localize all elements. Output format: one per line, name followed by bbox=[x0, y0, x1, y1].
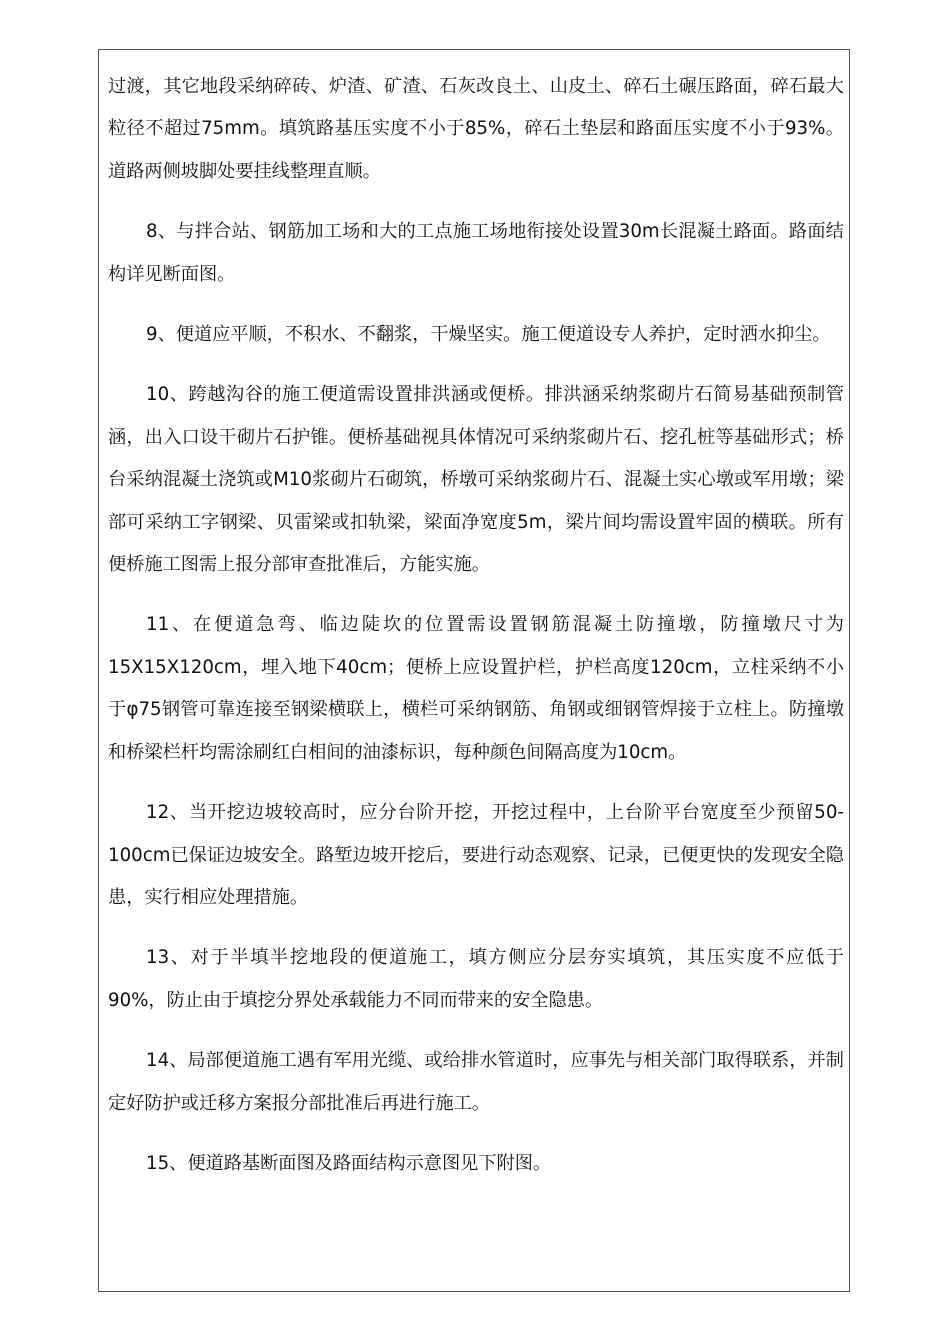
paragraph-item-15: 15、便道路基断面图及路面结构示意图见下附图。 bbox=[146, 1152, 552, 1174]
paragraph-item-13: 13、对于半填半挖地段的便道施工，填方侧应分层夯实填筑，其压实度不应低于90%，防止由于填挖分界处承载能力不同而带来的安全隐患。 bbox=[108, 947, 844, 1011]
paragraph-item-10: 10、跨越沟谷的施工便道需设置排洪涵或便桥。排洪涵采纳浆砌片石简易基础预制管涵，出入口设干砌片石护锥。便桥基础视具体情况可采纳浆砌片石、挖孔桩等基础形式；桥台采纳混凝土浇筑或M10浆砌片石砌筑，桥墩可采纳浆砌片石、混凝土实心墩或军用墩；梁部可采纳工字钢梁、贝雷梁或扣轨梁，梁面净宽度5m，梁片间均需设置牢固的横联。所有便桥施工图需上报分部审查批准后，方能实施。 bbox=[108, 384, 844, 576]
paragraph-item-8: 8、与拌合站、钢筋加工场和大的工点施工场地衔接处设置30m长混凝土路面。路面结构详见断面图。 bbox=[108, 221, 844, 285]
paragraph-continued-road-surface: 过渡，其它地段采纳碎砖、炉渣、矿渣、石灰改良土、山皮土、碎石土碾压路面，碎石最大粒径不超过75mm。填筑路基压实度不小于85%，碎石土垫层和路面压实度不小于93%。道路两侧坡脚处要挂线整理直顺。 bbox=[108, 76, 844, 182]
paragraph-item-9: 9、便道应平顺，不积水、不翻浆，干燥坚实。施工便道设专人养护，定时洒水抑尘。 bbox=[146, 324, 831, 346]
document-body bbox=[108, 66, 844, 1185]
paragraph-item-11: 11、在便道急弯、临边陡坎的位置需设置钢筋混凝土防撞墩，防撞墩尺寸为15X15X120cm，埋入地下40cm；便桥上应设置护栏，护栏高度120cm，立柱采纳不小于φ75钢管可靠连接至钢梁横联上，横栏可采纳钢筋、角钢或细钢管焊接于立柱上。防撞墩和桥梁栏杆均需涂刷红白相间的油漆标识，每种颜色间隔高度为10cm。 bbox=[108, 614, 844, 763]
paragraph-item-14: 14、局部便道施工遇有军用光缆、或给排水管道时，应事先与相关部门取得联系，并制定好防护或迁移方案报分部批准后再进行施工。 bbox=[108, 1050, 844, 1114]
paragraph-item-12: 12、当开挖边坡较高时，应分台阶开挖，开挖过程中，上台阶平台宽度至少预留50-100cm已保证边坡安全。路堑边坡开挖后，要进行动态观察、记录，已便更快的发现安全隐患，实行相应处理措施。 bbox=[108, 802, 844, 908]
